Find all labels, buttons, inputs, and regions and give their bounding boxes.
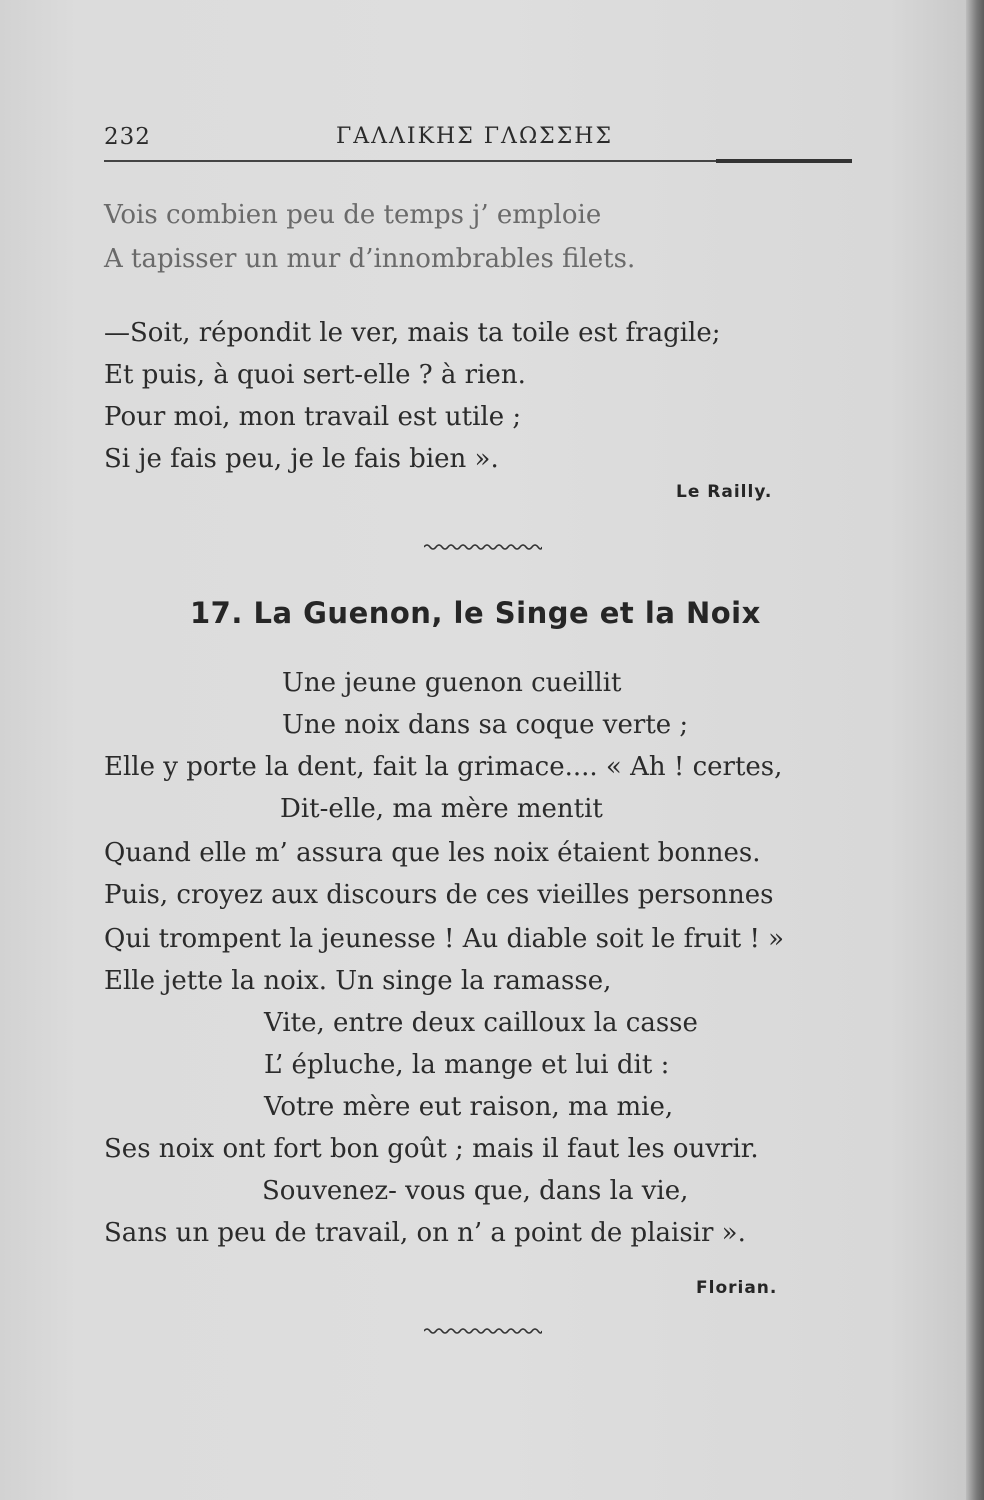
poem2-line: Elle jette la noix. Un singe la ramasse, — [104, 966, 612, 996]
poem2-line: Votre mère eut raison, ma mie, — [264, 1092, 674, 1122]
poem2-line: Souvenez- vous que, dans la vie, — [262, 1176, 689, 1206]
poem1-line: —Soit, répondit le ver, mais ta toile est fragile; — [104, 318, 721, 348]
poem2-line: Puis, croyez aux discours de ces vieilles personnes — [104, 880, 774, 910]
header-rule-accent — [716, 159, 852, 163]
poem2-line: Dit-elle, ma mère mentit — [280, 794, 603, 824]
poem2-line: Une jeune guenon cueillit — [282, 668, 622, 698]
poem1-line: Si je fais peu, je le fais bien ». — [104, 444, 499, 474]
poem1-line: A tapisser un mur d’innombrables filets. — [104, 244, 636, 274]
poem2-line: Sans un peu de travail, on n’ a point de plaisir ». — [104, 1218, 746, 1248]
poem2-line: Une noix dans sa coque verte ; — [282, 710, 689, 740]
poem1-line: Et puis, à quoi sert-elle ? à rien. — [104, 360, 526, 390]
section-divider-ornament — [424, 542, 542, 552]
poem2-line: Vite, entre deux cailloux la casse — [264, 1008, 698, 1038]
section-divider-ornament — [424, 1326, 542, 1336]
poem2-line: Qui trompent la jeunesse ! Au diable soit le fruit ! » — [104, 924, 785, 954]
poem-title: 17. La Guenon, le Singe et la Noix — [190, 596, 761, 630]
poem2-line: Quand elle m’ assura que les noix étaient bonnes. — [104, 838, 761, 868]
poem1-line: Vois combien peu de temps j’ emploie — [104, 200, 602, 230]
page-edge-shadow — [966, 0, 984, 1500]
poem2-author: Florian. — [696, 1278, 778, 1298]
poem1-author: Le Railly. — [676, 482, 773, 502]
poem2-line: Elle y porte la dent, fait la grimace.... « Ah ! certes, — [104, 752, 783, 782]
page-number: 232 — [104, 124, 151, 150]
poem2-line: Ses noix ont fort bon goût ; mais il faut les ouvrir. — [104, 1134, 759, 1164]
poem1-line: Pour moi, mon travail est utile ; — [104, 402, 522, 432]
running-head: ΓΑΛΛΙΚΗΣ ΓΛΩΣΣΗΣ — [336, 124, 614, 149]
poem2-line: L’ épluche, la mange et lui dit : — [264, 1050, 670, 1080]
